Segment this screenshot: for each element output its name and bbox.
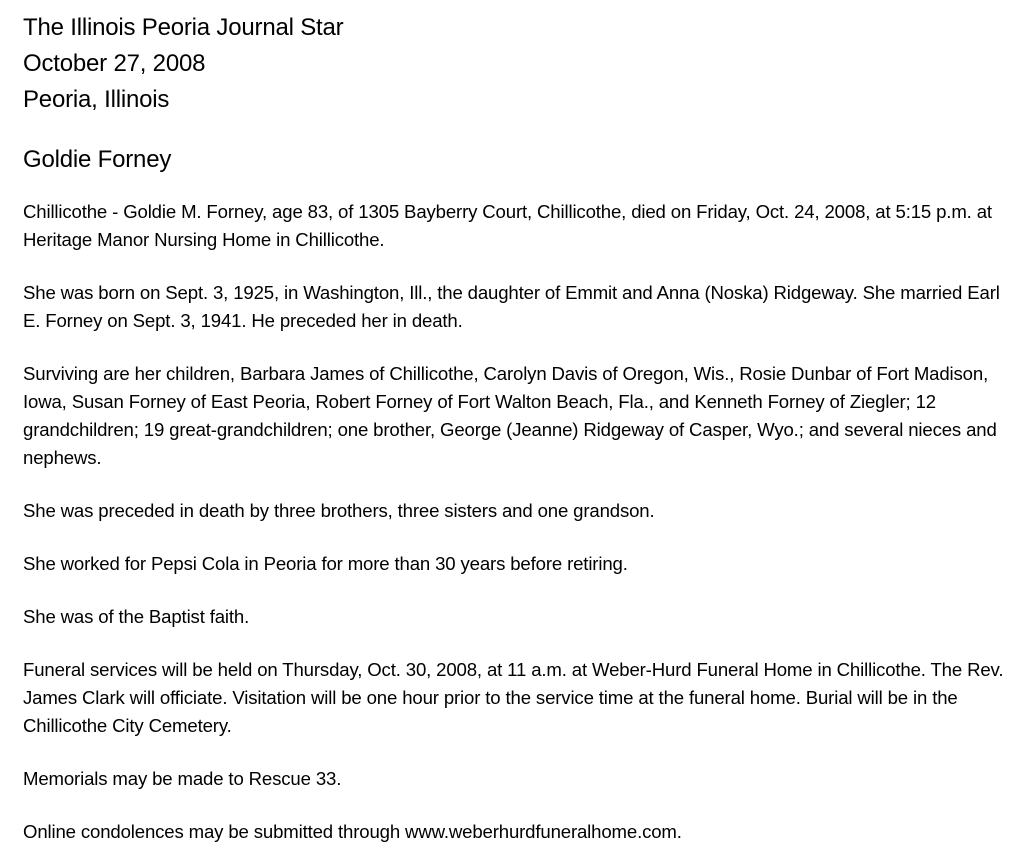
newspaper-name: The Illinois Peoria Journal Star	[23, 14, 344, 41]
paragraph-memorials: Memorials may be made to Rescue 33.	[23, 768, 342, 789]
paragraph-birth-marriage: She was born on Sept. 3, 1925, in Washington, Ill., the daughter of Emmit and Anna (Noska) Ridgeway. She married Earl E. Forney on Sept. 3, 1941. He preceded her in death.	[23, 282, 1000, 331]
obituary-body	[23, 198, 1004, 846]
obituary-name: Goldie Forney	[23, 146, 172, 173]
document-header	[23, 10, 1004, 118]
paragraph-faith: She was of the Baptist faith.	[23, 606, 250, 627]
publication-location: Peoria, Illinois	[23, 86, 170, 113]
publication-date: October 27, 2008	[23, 50, 206, 77]
paragraph-funeral-services: Funeral services will be held on Thursday, Oct. 30, 2008, at 11 a.m. at Weber-Hurd Funeral Home in Chillicothe. The Rev. James Clark will officiate. Visitation will be one hour prior to the service time at the funeral home. Burial will be in the Chillicothe City Cemetery.	[23, 659, 1004, 736]
paragraph-death-notice: Chillicothe - Goldie M. Forney, age 83, of 1305 Bayberry Court, Chillicothe, died on Friday, Oct. 24, 2008, at 5:15 p.m. at Heritage Manor Nursing Home in Chillicothe.	[23, 201, 992, 250]
paragraph-condolences: Online condolences may be submitted through www.weberhurdfuneralhome.com.	[23, 821, 682, 842]
paragraph-work: She worked for Pepsi Cola in Peoria for more than 30 years before retiring.	[23, 553, 628, 574]
paragraph-preceded: She was preceded in death by three brothers, three sisters and one grandson.	[23, 500, 655, 521]
paragraph-survivors: Surviving are her children, Barbara James of Chillicothe, Carolyn Davis of Oregon, Wis., Rosie Dunbar of Fort Madison, Iowa, Susan Forney of East Peoria, Robert Forney of Fort Walton Beach, Fla., and Kenneth Forney of Ziegler; 12 grandchildren; 19 great-grandchildren; one brother, George (Jeanne) Ridgeway of Casper, Wyo.; and several nieces and nephews.	[23, 363, 997, 468]
